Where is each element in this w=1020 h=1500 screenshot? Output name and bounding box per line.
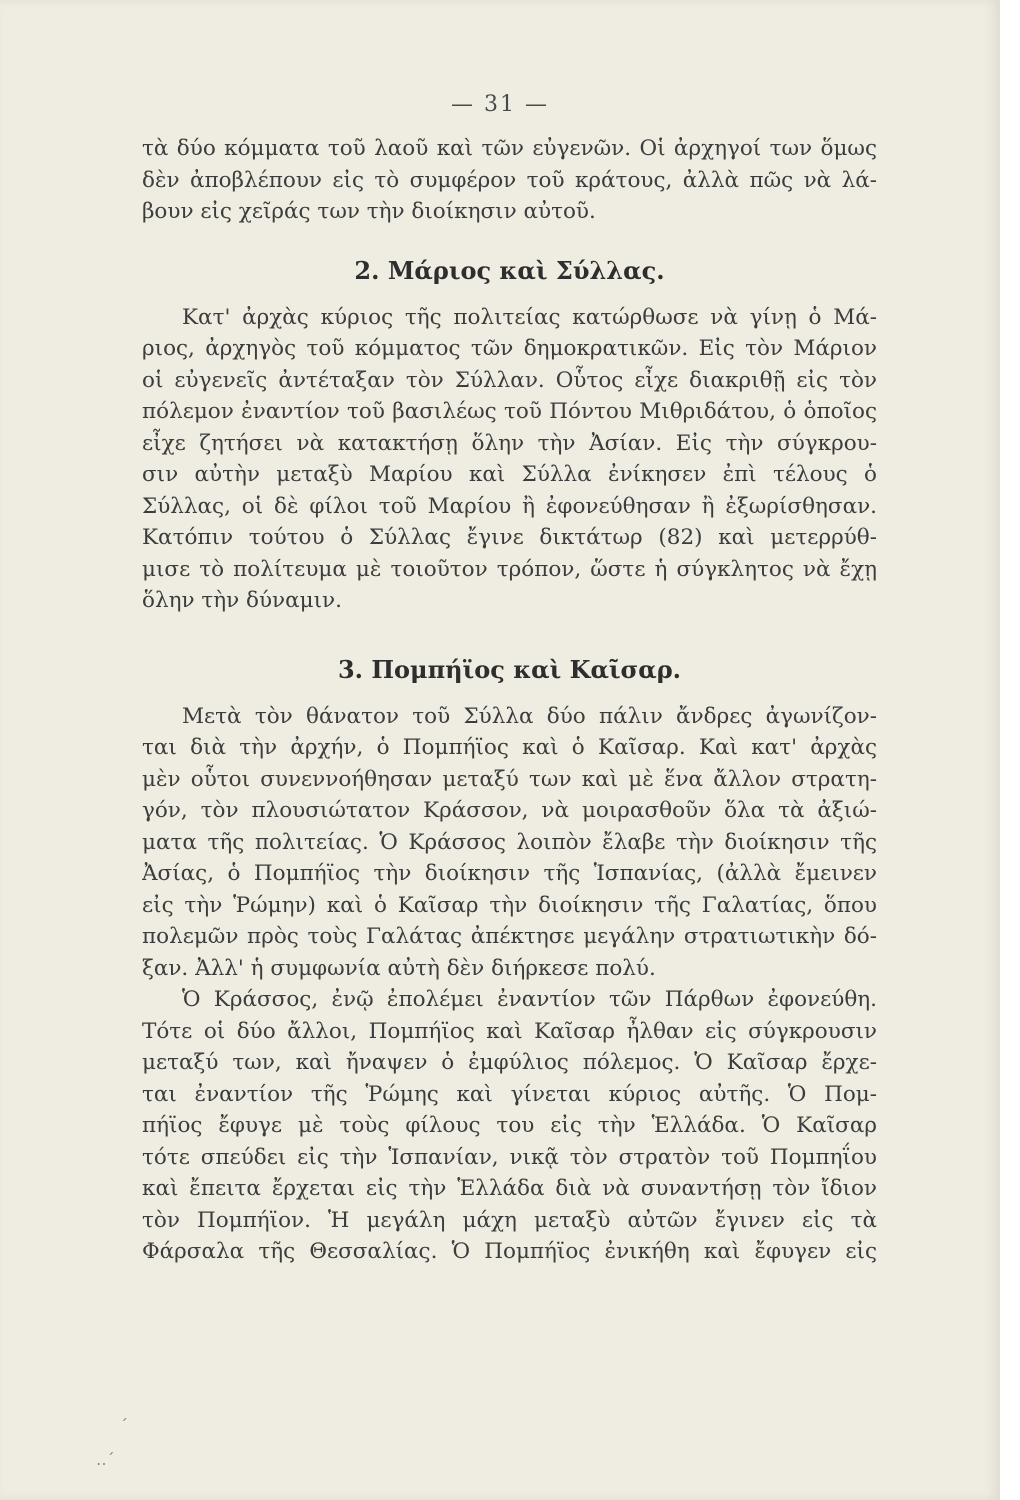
text-line: πόλεμον ἐναντίον τοῦ βασιλέως τοῦ Πόντου Μιθριδάτου, ὁ ὁποῖος [142, 399, 877, 424]
text-line: Ὁ Κράσσος, ἐνῷ ἐπολέμει ἐναντίον τῶν Πάρθων ἐφονεύθη. [182, 987, 877, 1012]
text-line: Ἀσίας, ὁ Πομπήϊος τὴν διοίκησιν τῆς Ἱσπανίας, (ἀλλὰ ἔμεινεν [142, 861, 877, 886]
text-line: ται διὰ τὴν ἀρχήν, ὁ Πομπήϊος καὶ ὁ Καῖσαρ. Καὶ κατ' ἀρχὰς [142, 735, 877, 760]
text-line: Κατόπιν τούτου ὁ Σύλλας ἔγινε δικτάτωρ (82) καὶ μετερρύθ- [142, 525, 877, 550]
text-line: Μετὰ τὸν θάνατον τοῦ Σύλλα δύο πάλιν ἄνδρες ἀγωνίζον- [182, 703, 877, 729]
text-line: Κατ' ἀρχὰς κύριος τῆς πολιτείας κατώρθωσε νὰ γίνῃ ὁ Μά- [182, 304, 877, 330]
text-line: σιν αὐτὴν μεταξὺ Μαρίου καὶ Σύλλα ἐνίκησεν ἐπὶ τέλους ὁ [142, 462, 877, 487]
text-line: ριος, ἀρχηγὸς τοῦ κόμματος τῶν δημοκρατικῶν. Εἰς τὸν Μάριον [142, 336, 877, 361]
text-line: Σύλλας, οἱ δὲ φίλοι τοῦ Μαρίου ἢ ἐφονεύθησαν ἢ ἐξωρίσθησαν. [142, 493, 877, 519]
text-line: Φάρσαλα τῆς Θεσσαλίας. Ὁ Πομπήϊος ἐνικήθη καὶ ἔφυγεν εἰς [142, 1239, 877, 1264]
text-line: τότε σπεύδει εἰς τὴν Ἱσπανίαν, νικᾷ τὸν στρατὸν τοῦ Πομπηΐου [142, 1144, 877, 1170]
margin-mark: ‥´ [96, 1450, 115, 1469]
text-line: τὰ δύο κόμματα τοῦ λαοῦ καὶ τῶν εὐγενῶν. Οἱ ἀρχηγοί των ὅμως [142, 136, 877, 161]
text-line: πολεμῶν πρὸς τοὺς Γαλάτας ἀπέκτησε μεγάλην στρατιωτικὴν δό- [142, 924, 877, 949]
section-heading-marius-sulla: 2. Μάριος καὶ Σύλλας. [354, 255, 665, 285]
text-line: Τότε οἱ δύο ἄλλοι, Πομπήϊος καὶ Καῖσαρ ἦλθαν εἰς σύγκρουσιν [142, 1018, 877, 1044]
page-edge [1000, 0, 1020, 1500]
text-line: καὶ ἔπειτα ἔρχεται εἰς τὴν Ἑλλάδα διὰ νὰ συναντήσῃ τὸν ἴδιον [142, 1176, 877, 1201]
page-number: — 31 — [451, 92, 549, 117]
text-line: εἶχε ζητήσει νὰ κατακτήσῃ ὅλην τὴν Ἀσίαν. Εἰς τὴν σύγκρου- [142, 430, 877, 456]
text-line: δὲν ἀποβλέπουν εἰς τὸ συμφέρον τοῦ κράτους, ἀλλὰ πῶς νὰ λά- [142, 167, 877, 193]
margin-mark: ´ [120, 1416, 128, 1435]
text-line: ξαν. Ἀλλ' ἡ συμφωνία αὐτὴ δὲν διήρκεσε πολύ. [142, 955, 656, 981]
text-line: ὅλην τὴν δύναμιν. [142, 588, 342, 613]
text-line: μεταξύ των, καὶ ἤναψεν ὁ ἐμφύλιος πόλεμος. Ὁ Καῖσαρ ἔρχε- [142, 1050, 877, 1075]
text-line: βουν εἰς χεῖράς των τὴν διοίκησιν αὐτοῦ. [142, 199, 596, 224]
text-line: τὸν Πομπήϊον. Ἡ μεγάλη μάχη μεταξὺ αὐτῶν ἔγινεν εἰς τὰ [142, 1207, 877, 1233]
text-line: μισε τὸ πολίτευμα μὲ τοιοῦτον τρόπον, ὥστε ἡ σύγκλητος νὰ ἔχῃ [142, 556, 877, 582]
text-line: γόν, τὸν πλουσιώτατον Κράσσον, νὰ μοιρασθοῦν ὅλα τὰ ἀξιώ- [142, 798, 877, 823]
text-line: πήϊος ἔφυγε μὲ τοὺς φίλους του εἰς τὴν Ἑλλάδα. Ὁ Καῖσαρ [142, 1113, 877, 1138]
text-line: εἰς τὴν Ῥώμην) καὶ ὁ Καῖσαρ τὴν διοίκησιν τῆς Γαλατίας, ὅπου [142, 892, 877, 918]
text-line: οἱ εὐγενεῖς ἀντέταξαν τὸν Σύλλαν. Οὗτος εἶχε διακριθῇ εἰς τὸν [142, 367, 877, 393]
page-text [142, 133, 877, 1268]
text-line: ματα τῆς πολιτείας. Ὁ Κράσσος λοιπὸν ἔλαβε τὴν διοίκησιν τῆς [142, 829, 877, 855]
text-line: μὲν οὗτοι συνεννοήθησαν μεταξύ των καὶ μὲ ἕνα ἄλλον στρατη- [142, 766, 877, 792]
section-heading-pompey-caesar: 3. Πομπήϊος καὶ Καῖσαρ. [337, 654, 682, 684]
text-line: ται ἐναντίον τῆς Ῥώμης καὶ γίνεται κύριος αὐτῆς. Ὁ Πομ- [142, 1081, 877, 1107]
